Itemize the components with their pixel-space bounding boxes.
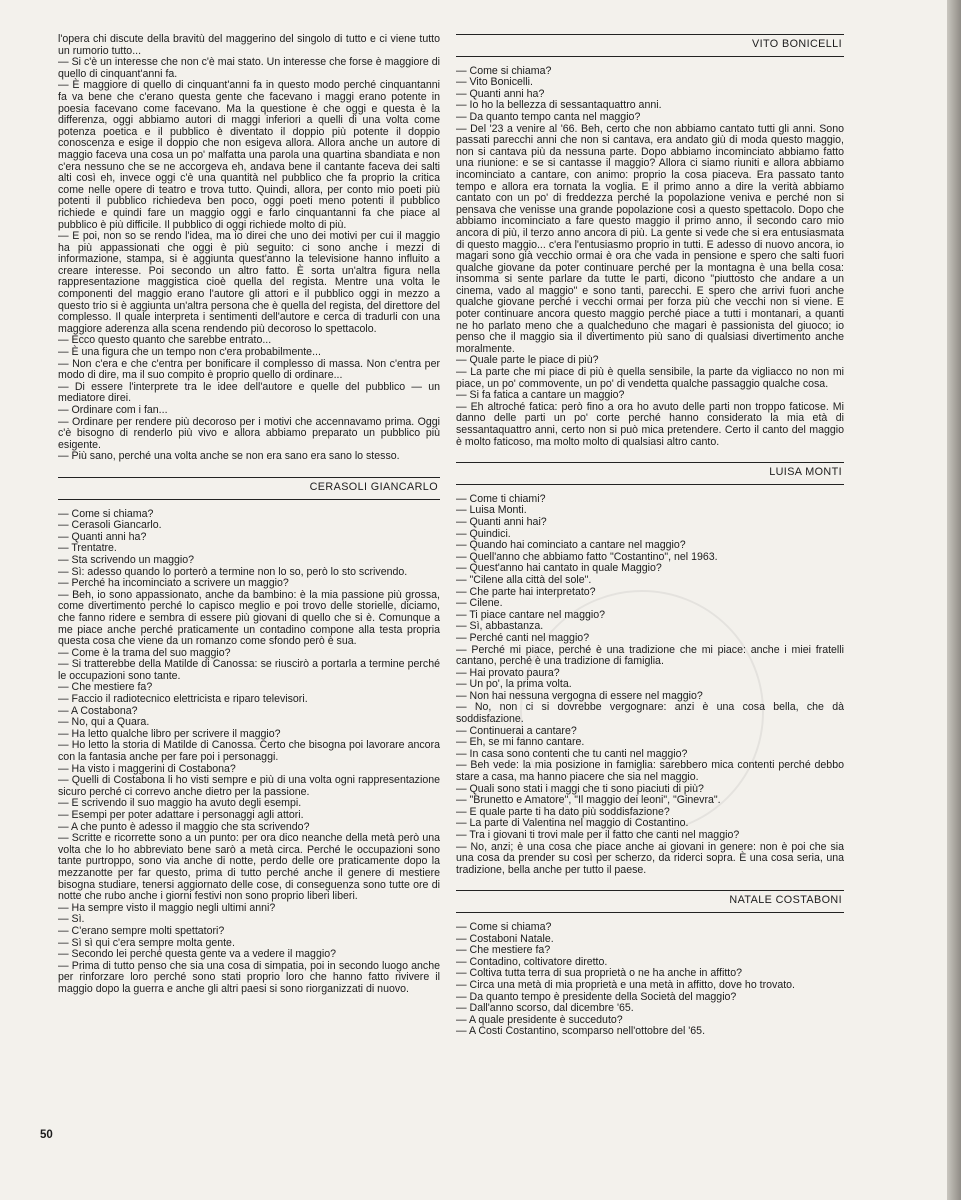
- paragraph: — Da quanto tempo è presidente della Società del maggio?: [456, 990, 737, 1003]
- paragraph: l'opera chi discute della bravitù del maggerino del singolo di tutto e ci viene tutto un rumorio tutto...: [58, 33, 440, 57]
- paragraph: — Quanti anni hai?: [456, 515, 547, 528]
- paragraph: — Eh, se mi fanno cantare.: [456, 736, 585, 749]
- paragraph: — Sì sì qui c'era sempre molta gente.: [58, 936, 235, 949]
- paragraph: — "Brunetto e Amatore", "Il maggio dei leoni", "Ginevra".: [456, 794, 721, 807]
- paragraph: — Ha visto i maggerini di Costabona?: [58, 762, 236, 775]
- left-column: [58, 34, 440, 996]
- paragraph: — Come ti chiami?: [456, 492, 546, 505]
- paragraph: — Ordinare per rendere più decoroso per i motivi che accennavamo prima. Oggi c'è bisogno di renderlo più vivo e allora abbiamo preparato un pubblico più esigente.: [58, 415, 440, 451]
- paragraph: — Quell'anno che abbiamo fatto "Costantino", nel 1963.: [456, 550, 718, 563]
- page-edge: [947, 0, 961, 1200]
- paragraph: — No, qui a Quara.: [58, 716, 150, 729]
- paragraph: — Come si chiama?: [456, 64, 552, 77]
- paragraph: — Sì, abbastanza.: [456, 620, 544, 633]
- paragraph: — Come si chiama?: [58, 507, 154, 520]
- paragraph: — Beh vede: la mia posizione in famiglia: sarebbero mica contenti perché debbo stare a casa, ma hanno piacere che sia nel maggio.: [456, 759, 844, 784]
- paragraph: — Contadino, coltivatore diretto.: [456, 955, 608, 968]
- paragraph: — "Cilene alla città del sole".: [456, 573, 592, 586]
- paragraph: — È maggiore di quello di cinquant'anni fa in questo modo perché cinquantanni fa va bene che c'erano questa gente che facevano i maggi erano potente in poesia facevano come facevano. Ma la questione è che oggi e questa è la differenza, oggi abbiamo autori di maggi inferiori a quelli di una volta come potenza poetica e il pubblico è diventato il doppio più potente il doppio conoscenza e esige il doppio che non esigeva allora. Allora anche un autore di maggio faceva una cosa un po' malfatta una parola una quartina sbandiata e non c'era nessuno che se ne accorgeva eh, andava bene il cantante faceva dei salti alti così eh, invece oggi c'è una quantità nel pubblico che fa proprio la critica come nelle opere di teatro e trova tutto. Quindi, allora, per conto mio poeti più potenti il pubblico richiedeva ben poco, oggi poeti meno potenti il pubblico richiede e quindi fare un maggio oggi e farlo cinquantanni fa che piace al pubblico è più difficile. Il pubblico di oggi richiede molto di più.: [58, 79, 440, 231]
- paragraph: — Eh altroché fatica: però fino a ora ho avuto delle parti non troppo faticose. Mi danno delle parti un po' corte perché hanno considerato la mia età di sessantaquattro anni, certo non si può mica pretendere. Certo il canto del maggio è molto faticoso, ma molto molto di qualsiasi altro canto.: [456, 400, 844, 448]
- paragraph: — Vito Bonicelli.: [456, 76, 533, 89]
- paragraph: — Scritte e ricorrette sono a un punto: per ora dico neanche della metà però una volta che lo ho abbreviato bene sarò a metà circa. Perché le occupazioni sono tante purtroppo, sono via anche di notte, perdo delle ore praticamente dopo la mezzanotte per far questo, prima di tutto perché anche il genere di mestiere bisogna studiare, tenersi aggiornato delle cose, di conseguenza sono tutte ore di notte che rubo anche i giorni festivi non sono proprio liberi liberi.: [58, 832, 440, 903]
- paragraph: — È una figura che un tempo non c'era probabilmente...: [58, 346, 321, 359]
- paragraph: — E scrivendo il suo maggio ha avuto degli esempi.: [58, 797, 302, 810]
- paragraph: — Io ho la bellezza di sessantaquattro anni.: [456, 99, 662, 112]
- paragraph: — A quale presidente è succeduto?: [456, 1013, 623, 1026]
- paragraph: — No, non ci si dovrebbe vergognare: anzi è una cosa bella, che dà soddisfazione.: [456, 701, 844, 726]
- paragraph: — Esempi per poter adattare i personaggi agli attori.: [58, 809, 304, 821]
- page-number: 50: [40, 1129, 53, 1141]
- paragraph: — Quindici.: [456, 527, 511, 540]
- section-header-monti: LUISA MONTI: [456, 462, 844, 485]
- paragraph: — Costaboni Natale.: [456, 932, 554, 945]
- paragraph: — Ecco questo quanto che sarebbe entrato...: [58, 334, 272, 347]
- paragraph: — E poi, non so se rendo l'idea, ma io direi che uno dei motivi per cui il maggio ha più appassionati che oggi è più seguito: ci sono anche i mezzi di informazione, stampa, si è aggiunta quest'anno la televisione hanno influito a creare interesse. Poi secondo un altro fatto. È sorta un'altra figura nella rappresentazione maggistica cioè quella del regista. Mentre una volta le componenti del maggio erano l'autore gli attori e il pubblico oggi in mezzo a questo trio si è aggiunta un'altra persona che è quella del regista, del direttore del complesso. Il quale interpreta i sentimenti dell'autore e cerca di tradurli con una maggiore aderenza alla scena rendendo più decoroso lo spettacolo.: [58, 230, 440, 335]
- paragraph: — Quest'anno hai cantato in quale Maggio?: [456, 562, 662, 575]
- section-header-costaboni: NATALE COSTABONI: [456, 890, 844, 913]
- interview-bonicelli: [456, 66, 844, 449]
- paragraph: — Ha letto qualche libro per scrivere il maggio?: [58, 727, 281, 740]
- interview-costaboni: [456, 922, 844, 1038]
- paragraph: — La parte che mi piace di più è quella sensibile, la parte da vigliacco no non mi piace, un po' commovente, un po' di vendetta qualche passaggio qualche cosa.: [456, 366, 844, 390]
- paragraph: — Trentatre.: [58, 542, 117, 555]
- paragraph: — Continuerai a cantare?: [456, 724, 577, 737]
- paragraph: — Circa una metà di mia proprietà e una metà in affitto, dove ho trovato.: [456, 978, 795, 991]
- paragraph: — Da quanto tempo canta nel maggio?: [456, 110, 641, 123]
- paragraph: — Ordinare com i fan...: [58, 404, 168, 416]
- paragraph: — A che punto è adesso il maggio che sta scrivendo?: [58, 820, 310, 833]
- paragraph: — Cerasoli Giancarlo.: [58, 519, 162, 532]
- paragraph: — Quale parte le piace di più?: [456, 354, 599, 367]
- paragraph: — Che mestiere fa?: [58, 681, 153, 694]
- paragraph: — Si tratterebbe della Matilde di Canossa: se riuscirò a portarla a termine perché le occupazioni sono tante.: [58, 658, 440, 682]
- right-column: [456, 34, 844, 1038]
- paragraph: — Prima di tutto penso che sia una cosa di simpatia, poi in secondo luogo anche per rinforzare loro perché sono stati proprio loro che hanno fatto rivivere il maggio dopo la guerra e anche gli altri paesi si sono riorganizzati di nuovo.: [58, 959, 440, 995]
- paragraph: — Quanti anni ha?: [58, 530, 147, 543]
- paragraph: — Beh, io sono appassionato, anche da bambino: è la mia passione più grossa, come divertimento perché lo capisco meglio e poi trovo delle storielle, diciamo, che fanno ridere e sembra di essere più giovani di quello che si è. Comunque a me piace anche perché praticamente un contadino compone alla testa propria questa cosa che viene da un romanzo come sfondo però è sua.: [58, 588, 440, 648]
- paragraph: — A Costabona?: [58, 704, 138, 717]
- paragraph: — Tra i giovani ti trovi male per il fatto che canti nel maggio?: [456, 829, 740, 841]
- paragraph: — Hai provato paura?: [456, 666, 560, 679]
- paragraph: — Perché canti nel maggio?: [456, 631, 590, 644]
- paragraph: — Quanti anni ha?: [456, 87, 545, 100]
- section-header-bonicelli: VITO BONICELLI: [456, 34, 844, 57]
- section-header-cerasoli: CERASOLI GIANCARLO: [58, 477, 440, 500]
- paragraph: — Quando hai cominciato a cantare nel maggio?: [456, 539, 686, 552]
- paragraph: — In casa sono contenti che tu canti nel maggio?: [456, 747, 688, 760]
- paragraph: — Come si chiama?: [456, 920, 552, 933]
- paragraph: — Quali sono stati i maggi che ti sono piaciuti di più?: [456, 782, 704, 795]
- paragraph: — Secondo lei perché questa gente va a vedere il maggio?: [58, 948, 336, 961]
- paragraph: — Cilene.: [456, 597, 503, 610]
- paragraph: — Di essere l'interprete tra le idee dell'autore e quelle del pubblico — un mediatore direi.: [58, 380, 440, 405]
- paragraph: — E quale parte ti ha dato più soddisfazione?: [456, 805, 670, 818]
- paragraph: — Più sano, perché una volta anche se non era sano era sano lo stesso.: [58, 450, 400, 463]
- paragraph: — Ho letto la storia di Matilde di Canossa. Certo che bisogna poi lavorare ancora con la fantasia anche per fare poi i personaggi.: [58, 739, 440, 764]
- paragraph: — Faccio il radiotecnico elettricista e riparo televisori.: [58, 693, 308, 706]
- paragraph: — Ha sempre visto il maggio negli ultimi anni?: [58, 901, 276, 914]
- paragraph: — No, anzi; è una cosa che piace anche ai giovani in genere: non è poi che sia una cosa da prender su così per scherzo, da riderci sopra. È una cosa seria, una tradizione, bella anche per tutto il paese.: [456, 840, 844, 876]
- paragraph: — Perché ha incominciato a scrivere un maggio?: [58, 577, 289, 590]
- paragraph: — Ti piace cantare nel maggio?: [456, 608, 605, 621]
- intro-text: [58, 34, 440, 463]
- paragraph: — Luisa Monti.: [456, 504, 527, 517]
- paragraph: — A Costi Costantino, scomparso nell'ottobre del '65.: [456, 1025, 706, 1038]
- paragraph: — Si fa fatica a cantare un maggio?: [456, 389, 625, 402]
- paragraph: — Non hai nessuna vergogna di essere nel maggio?: [456, 689, 703, 702]
- paragraph: — Sì: adesso quando lo porterò a termine non lo so, però lo sto scrivendo.: [58, 565, 408, 578]
- paragraph: — Dall'anno scorso, dal dicembre '65.: [456, 1002, 634, 1015]
- paragraph: — Un po', la prima volta.: [456, 678, 572, 691]
- paragraph: — Sta scrivendo un maggio?: [58, 553, 195, 566]
- interview-cerasoli: [58, 509, 440, 996]
- paragraph: — Quelli di Costabona li ho visti sempre e più di una volta ogni rappresentazione sicuro perché ci correvo anche dietro per la passione.: [58, 774, 440, 798]
- paragraph: — Si c'è un interesse che non c'è mai stato. Un interesse che forse è maggiore di quello di cinquant'anni fa.: [58, 56, 440, 80]
- paragraph: — Che mestiere fa?: [456, 944, 551, 957]
- paragraph: — Come è la trama del suo maggio?: [58, 646, 231, 659]
- paragraph: — Del '23 a venire al '66. Beh, certo che non abbiamo cantato tutti gli anni. Sono passati parecchi anni che non si cantava, era andato giù di moda questo maggio, non si cantava più da nessuna parte. Dopo abbiamo incominciato abbiamo fatto una riunione: e se si cantasse il maggio? Allora ci siamo riuniti e allora abbiamo incominciato a cantare, con animo: proprio la cosa piaceva. Era passato tanto tempo e allora era tornata la voglia. E il primo anno a dire la verità abbiamo cantato con un po' di freddezza perché la popolazione veniva e perché non si pensava che venisse una grande popolazione così a questo spettacolo. Dopo che abbiamo incominciato a fare questo maggio il primo anno, il secondo caro mio ancora di più, il terzo anno ancora di più. La gente si vede che si era entusiasmata di questo maggio... c'era l'entusiasmo proprio in tutti. E adesso di nuovo ancora, io magari sono già vecchio ormai è ora che vada in pensione e spero che salti fuori qualche giovane da poter continuare perché per la montagna è una bella cosa: insomma si sente parlare da tutte le parti, dicono "piuttosto che andare a un cinema, vado al maggio" e sono tanti, parecchi. E spero che arrivi fuori anche qualche giovane perché i vecchi ormai per forza più che vecchi non si viene. E poter continuare ancora questo maggio perché piace a tutti i montanari, a quanti ne ho parlato meno che a qualcheduno che magari è passionista del giuoco; io penso che il maggio sia il divertimento più sano di qualsiasi divertimento anche moralmente.: [456, 122, 844, 355]
- paragraph: — La parte di Valentina nel maggio di Costantino.: [456, 817, 689, 830]
- paragraph: — Sì.: [58, 913, 85, 926]
- interview-monti: [456, 494, 844, 877]
- paragraph: — Non c'era e che c'entra per bonificare il complesso di massa. Non c'entra per modo di dire, ma il suo compito è proprio quello di ordinare...: [58, 357, 440, 382]
- paragraph: — C'erano sempre molti spettatori?: [58, 924, 225, 937]
- paragraph: — Perché mi piace, perché è una tradizione che mi piace: anche i miei fratelli cantano, perché è una tradizione di famiglia.: [456, 643, 844, 668]
- paragraph: — Che parte hai interpretato?: [456, 585, 596, 598]
- paragraph: — Coltiva tutta terra di sua proprietà o ne ha anche in affitto?: [456, 967, 743, 980]
